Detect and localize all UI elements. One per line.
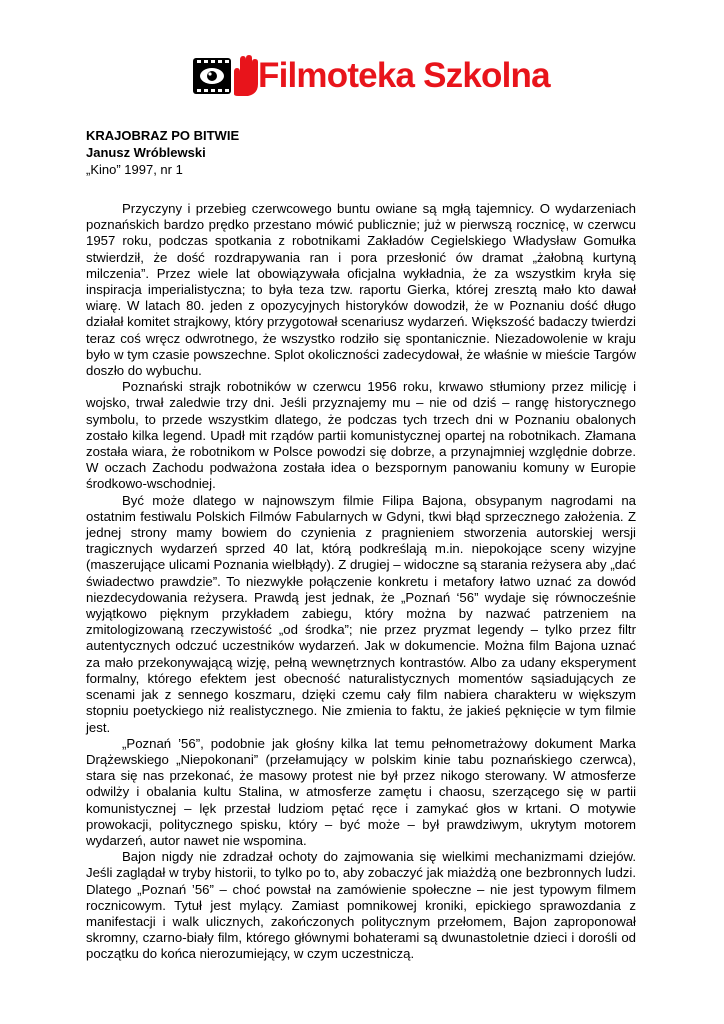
article-header [86, 127, 239, 178]
article-title: KRAJOBRAZ PO BITWIE [86, 128, 240, 143]
brand-name: Filmoteka Szkolna [258, 56, 550, 95]
paragraph: „Poznań ’56”, podobnie jak głośny kilka lat temu pełnometrażowy dokument Marka Drążewskiego „Niepokonani” (przełamujący w polskim kinie tabu poznańskiego czerwca), stara się nas przekonać, że masowy protest nie był przez nikogo sterowany. W atmosferze odwilży i obalania kultu Stalina, w atmosferze zamętu i chaosu, szerzącego się w partii komunistycznej – lęk przestał ludziom pętać ręce i zamykać głos w krtani. O motywie prowokacji, politycznego spisku, który – być może – był prawdziwym, ukrytym motorem wydarzeń, autor nawet nie wspomina. [86, 735, 636, 848]
paragraph: Poznański strajk robotników w czerwcu 1956 roku, krwawo stłumiony przez milicję i wojsko, trwał zaledwie trzy dni. Jeśli przyznajemy mu – nie od dziś – rangę historycznego symbolu, to przede wszystkim dlatego, że podczas tych trzech dni w Poznaniu obalonych zostało kilka legend. Upadł mit rządów partii komunistycznej opartej na robotnikach. Złamana została wiara, że robotnikom w Polsce powodzi się dobrze, a przynajmniej względnie dobrze. W oczach Zachodu podważona została idea o bezspornym panowaniu komuny w Europie środkowo-wschodniej. [86, 379, 636, 492]
article-source: „Kino” 1997, nr 1 [86, 162, 183, 177]
film-camera-hand-icon [192, 54, 264, 98]
paragraph: Bajon nigdy nie zdradzał ochoty do zajmowania się wielkimi mechanizmami dziejów. Jeśli zaglądał w tryby historii, to tylko po to, aby zobaczyć jak miażdżą one bezbronnych ludzi. Dlatego „Poznań ’56” – choć powstał na zamówienie społeczne – nie jest typowym filmem rocznicowym. Tytuł jest mylący. Zamiast pomnikowej kroniki, epickiego sprawozdania z manifestacji i walk ulicznych, zakończonych politycznym przełomem, Bajon zaproponował skromny, czarno-biały film, którego głównymi bohaterami są dwunastoletnie dzieci i dorośli od początku do końca nierozumiejący, w czym uczestniczą. [86, 849, 636, 962]
article-body [86, 201, 636, 963]
filmoteka-logo [192, 52, 550, 100]
article-author: Janusz Wróblewski [86, 145, 206, 160]
paragraph: Przyczyny i przebieg czerwcowego buntu owiane są mgłą tajemnicy. O wydarzeniach poznańskich bardzo prędko przestano mówić publicznie; już w pierwszą rocznicę, w czerwcu 1957 roku, podczas spotkania z robotnikami Zakładów Cegielskiego Władysław Gomułka stwierdził, że dość rozdrapywania ran i pora przesłonić ów dramat „żałobną kurtyną milczenia”. Przez wiele lat obowiązywała oficjalna wykładnia, że za wszystkim kryła się inspiracja imperialistyczna; to była teza tzw. raportu Gierka, której zresztą mało kto dawał wiarę. W latach 80. jeden z opozycyjnych historyków dowodził, że w Poznaniu dość długo działał komitet strajkowy, który przygotował scenariusz wydarzeń. Większość badaczy twierdzi teraz coś wręcz odwrotnego, że wszystko rodziło się spontanicznie. Niezadowolenie w kraju było w tym czasie powszechne. Splot okoliczności zadecydował, że właśnie w mieście Targów doszło do wybuchu. [86, 201, 636, 379]
paragraph: Być może dlatego w najnowszym filmie Filipa Bajona, obsypanym nagrodami na ostatnim festiwalu Polskich Filmów Fabularnych w Gdyni, tkwi błąd sprzecznego założenia. Z jednej strony mamy bowiem do czynienia z pragnieniem stworzenia autorskiej wersji tragicznych wydarzeń sprzed 40 lat, którą podkreślają m.in. niepokojące sceny wizyjne (maszerujące ulicami Poznania wielbłądy). Z drugiej – widoczne są starania reżysera aby „dać świadectwo prawdzie”. To niezwykłe połączenie konkretu i metafory łatwo uznać za dowód niezdecydowania reżysera. Prawdą jest jednak, że „Poznań ‘56” wydaje się równocześnie wyjątkowo pięknym przykładem zabiegu, który można by nazwać patrzeniem na zmitologizowaną rzeczywistość „od środka”; nie przez pryzmat legendy – tylko przez filtr autentycznych odczuć uczestników wydarzeń. Jak w dokumencie. Można film Bajona uznać za mało przekonywającą wizję, pełną wewnętrznych kontrastów. Albo za udany eksperyment formalny, którego efektem jest obecność naturalistycznych momentów sąsiadujących ze scenami jak z sennego koszmaru, dzięki czemu cały film nabiera charakteru w większym stopniu poetyckiego niż realistycznego. Nie zmienia to faktu, że jakieś pęknięcie w tym filmie jest. [86, 492, 636, 735]
